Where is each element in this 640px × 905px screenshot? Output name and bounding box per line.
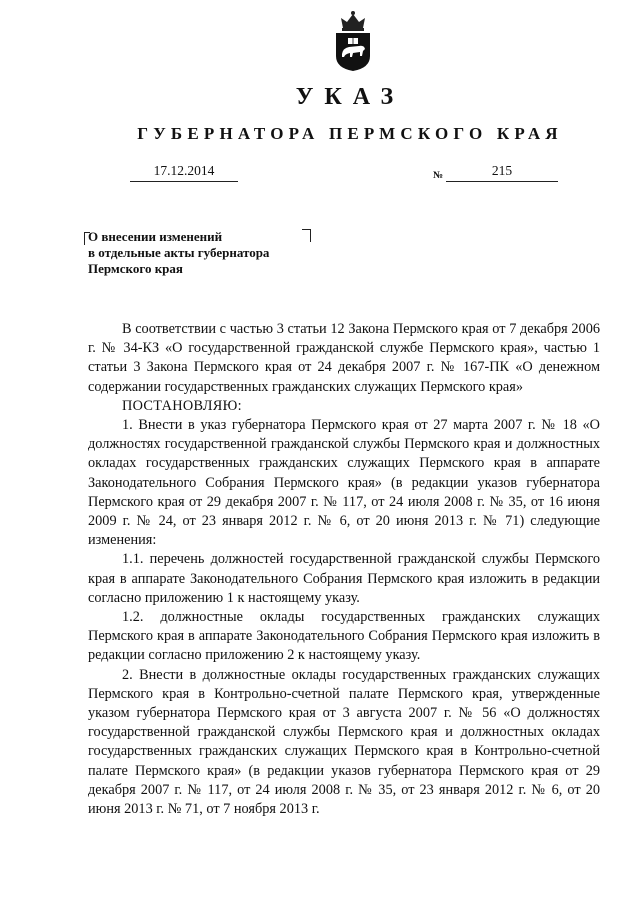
number-sign: № [433,170,444,181]
decree-subject [88,229,328,277]
decree-number: 215 [446,163,558,182]
subject-line: О внесении изменений [88,229,223,244]
clause-2: 2. Внести в должностные оклады государственных гражданских служащих Пермского края в Контрольно-счетной палате Пермского края, утвержденные указом губернатора Пермского края от 3 августа 2007 г. № 56 «О должностях государственной гражданской службы Пермского края и должностных окладах государственных гражданских служащих Пермского края в Контрольно-счетной палате Пермского края» (в редакции указов губернатора Пермского края от 29 декабря 2007 г. № 117, от 24 июля 2008 г. № 35, от 23 января 2012 г. № 6, от 20 июня 2013 г. № 71, от 7 ноября 2013 г. [88,666,600,818]
preamble-paragraph: В соответствии с частью 3 статьи 12 Закона Пермского края от 7 декабря 2006 г. № 34-КЗ «О государственной гражданской службе Пермского края», частью 1 статьи 3 Закона Пермского края от 24 декабря 2007 г. № 167-ПК «О денежном содержании государственных гражданских служащих Пермского края» [88,321,600,395]
document-title: УКАЗ [295,84,405,110]
clause-1-1: 1.1. перечень должностей государственной гражданской службы Пермского края в аппарате Законодательного Собрания Пермского края изложить в редакции согласно приложению 1 к настоящему указу. [88,551,600,606]
clause-1: 1. Внести в указ губернатора Пермского края от 27 марта 2007 г. № 18 «О должностях государственной гражданской службы Пермского края и должностных окладах государственных гражданских служащих Пермского края в аппарате Законодательного Собрания Пермского края» (в редакции указов губернатора Пермского края от 29 декабря 2007 г. № 117, от 24 июля 2008 г. № 35, от 16 июня 2009 г. № 24, от 23 января 2012 г. № 6, от 20 июня 2013 г. № 71) следующие изменения: [88,417,600,549]
document-subtitle: ГУБЕРНАТОРА ПЕРМСКОГО КРАЯ [137,124,563,143]
subject-line: Пермского края [88,261,183,276]
decree-date: 17.12.2014 [130,163,238,182]
clause-1-2: 1.2. должностные оклады государственных гражданских служащих Пермского края в аппарате Законодательного Собрания Пермского края изложить в редакции согласно приложению 2 к настоящему указу. [88,609,600,664]
resolve-heading: ПОСТАНОВЛЯЮ: [122,397,242,414]
perm-krai-coat-of-arms-icon [331,8,375,72]
decree-body [88,320,600,819]
subject-line: в отдельные акты губернатора [88,245,270,260]
